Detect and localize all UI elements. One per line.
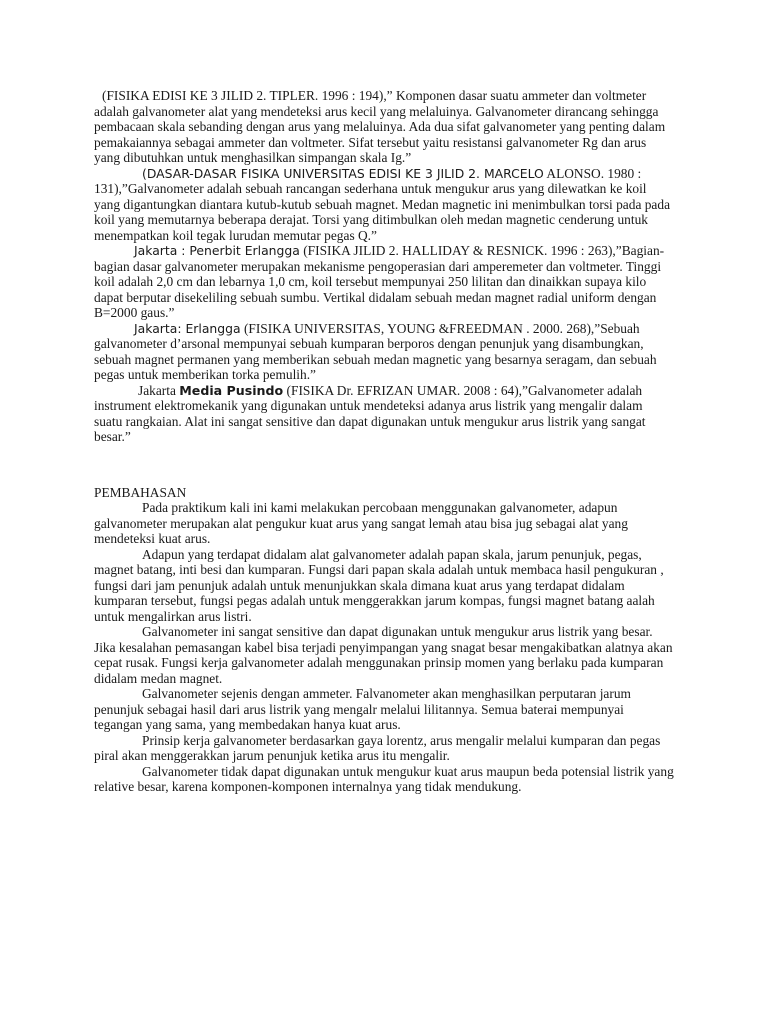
body-paragraph: Adapun yang terdapat didalam alat galvanometer adalah papan skala, jarum penunjuk, pegas, magnet batang, inti besi dan kumparan. Fungsi dari papan skala adalah untuk membaca hasil pengukuran , fungsi dari jam penunjuk adalah untuk menunjukkan skala dimana kuat arus yang terdapat didalam kumparan tersebut, fungsi pegas adalah untuk menggerakkan jarum kompas, fungsi magnet batang aalah untuk mengalirkan arus listri. — [94, 546, 664, 624]
reference-text: (FISIKA UNIVERSITAS, YOUNG &FREEDMAN . 2000. 268),”Sebuah galvanometer d’arsonal mempunyai sebuah kumparan berporos dengan penunjuk yang disambungkan, sebuah magnet permanen yang memberikan sebuah medan magnetic yang besarnya seragam, dan sebuah pegas untuk memberikan torka pemulih.” — [94, 320, 657, 382]
body-paragraph: Galvanometer tidak dapat digunakan untuk mengukur kuat arus maupun beda potensial listrik yang relative besar, karena komponen-komponen internalnya yang tidak mendukung. — [94, 763, 674, 794]
reference-halliday — [94, 243, 674, 321]
reference-lead-bold: Media Pusindo — [179, 382, 284, 398]
reference-text: (FISIKA JILID 2. HALLIDAY & RESNICK. 1996 : 263),”Bagian-bagian dasar galvanometer merupakan mekanisme pengoperasian dari amperemeter dan voltmeter. Tinggi koil adalah 2,0 cm dan lebarnya 1,0 cm, koil tersebut mempunyai 250 lilitan dan dinaikkan supaya kilo dapat berputar disekeliling sebuah sumbu. Vertikal didalam sebuah medan magnet radial uniform dengan B=2000 gaus.” — [94, 243, 665, 320]
body-paragraph: Galvanometer ini sangat sensitive dan dapat digunakan untuk mengukur arus listrik yang besar. Jika kesalahan pemasangan kabel bisa terjadi penyimpangan yang snagat besar mengakibatkan alatnya akan cepat rusak. Fungsi kerja galvanometer adalah menggunakan prinsip momen yang berlaku pada kumparan didalam medan magnet. — [94, 624, 673, 686]
reference-lead: Jakarta: Erlangga — [134, 320, 241, 336]
reference-text: (FISIKA EDISI KE 3 JILID 2. TIPLER. 1996 : 194),” Komponen dasar suatu ammeter dan voltmeter adalah galvanometer alat yang mendeteksi arus kecil yang melaluinya. Galvanometer dirancang sehingga pembacaan skala sebanding dengan arus yang melaluinya. Ada dua sifat galvanometer yang penting dalam pemakaiannya sebagai ammeter dan voltmeter. Sifat tersebut yaitu resistansi galvanometer Rg dan arus yang dibutuhkan untuk menghasilkan simpangan skala Ig.” — [94, 88, 666, 165]
body-paragraph: Prinsip kerja galvanometer berdasarkan gaya lorentz, arus mengalir melalui kumparan dan pegas piral akan menggerakkan jarum penunjuk ketika arus itu mengalir. — [94, 732, 661, 763]
body-paragraph: Galvanometer sejenis dengan ammeter. Falvanometer akan menghasilkan perputaran jarum penunjuk sebagai hasil dari arus listrik yang mengalr melalui lilitannya. Semua baterai mempunyai tegangan yang sama, yang membedakan hanya kuat arus. — [94, 686, 631, 732]
section-gap — [94, 445, 674, 485]
reference-text: (FISIKA Dr. EFRIZAN UMAR. 2008 : 64),”Galvanometer adalah instrument elektromekanik yang digunakan untuk mendeteksi adanya arus listrik yang mengalir dalam suatu rangkaian. Alat ini sangat sensitive dan dapat digunakan untuk mengukur arus listrik yang sangat besar.” — [94, 382, 646, 444]
document-page — [94, 88, 674, 795]
reference-lead: (DASAR-DASAR FISIKA UNIVERSITAS EDISI KE 3 JILID 2. MARCELO — [142, 165, 544, 181]
reference-lead-plain: Jakarta — [138, 382, 180, 398]
section-heading: PEMBAHASAN — [94, 484, 187, 500]
body-paragraph: Pada praktikum kali ini kami melakukan percobaan menggunakan galvanometer, adapun galvanometer merupakan alat pengukur kuat arus yang sangat lemah atau bisa jug sebagai alat yang mendeteksi kuat arus. — [94, 500, 628, 546]
reference-text: ALONSO. 1980 : 131),”Galvanometer adalah sebuah rancangan sederhana untuk mengukur arus yang dilewatkan ke koil yang digantungkan diantara kutub-kutub sebuah magnet. Medan magnetic ini menimbulkan torsi pada pada koil yang memutarnya beberapa derajat. Torsi yang ditimbulkan oleh medan magnetic cenderung untuk menempatkan koil tegak lurudan memutar pegas Q.” — [94, 165, 671, 243]
reference-tipler — [94, 88, 674, 166]
reference-alonso — [94, 166, 674, 244]
reference-young — [94, 321, 674, 383]
reference-umar — [94, 383, 674, 445]
reference-lead: Jakarta : Penerbit Erlangga — [134, 243, 300, 258]
